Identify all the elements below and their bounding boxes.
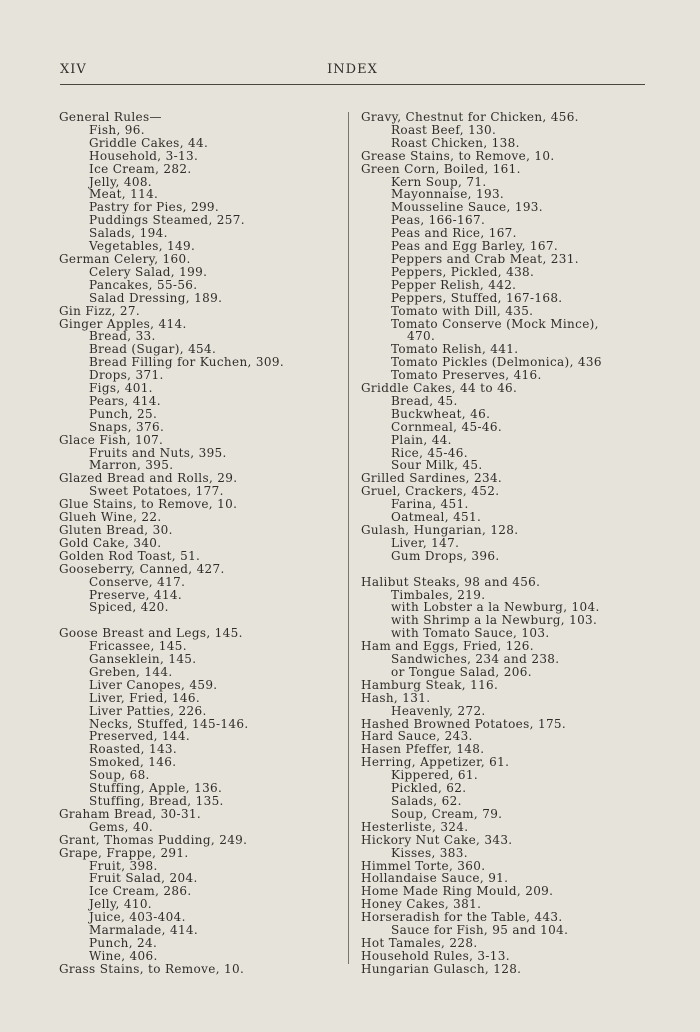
index-subentry: with Lobster a la Newburg, 104.	[391, 600, 600, 615]
index-entry: Gluten Bread, 30.	[59, 523, 173, 537]
index-subentry: Puddings Steamed, 257.	[89, 213, 245, 228]
index-subentry: Salad Dressing, 189.	[89, 290, 223, 305]
index-subentry: Tomato Relish, 441.	[391, 342, 519, 357]
page-number: XIV	[60, 62, 87, 77]
index-subentry: Wine, 406.	[89, 948, 158, 963]
index-entry: Horseradish for the Table, 443.	[361, 910, 563, 925]
index-subentry: Liver Canopes, 459.	[89, 677, 218, 692]
index-entry: Hamburg Steak, 116.	[361, 677, 499, 692]
index-subentry: Tomato with Dill, 435.	[391, 303, 534, 318]
index-entry: Gulash, Hungarian, 128.	[361, 523, 519, 537]
index-subentry: Figs, 401.	[89, 381, 153, 396]
index-entry: Household Rules, 3-13.	[361, 948, 510, 963]
index-subentry: Kisses, 383.	[391, 845, 468, 860]
index-subentry: Ganseklein, 145.	[89, 652, 197, 667]
index-subentry: Tomato Preserves, 416.	[391, 368, 542, 383]
index-entry: Ham and Eggs, Fried, 126.	[361, 639, 534, 654]
index-subentry: Pancakes, 55-56.	[89, 277, 198, 292]
index-subentry: Kern Soup, 71.	[391, 174, 487, 189]
index-column-right	[361, 111, 646, 976]
index-subentry: Heavenly, 272.	[391, 703, 486, 718]
index-subentry: Preserved, 144.	[89, 729, 191, 744]
index-subentry: Pastry for Pies, 299.	[89, 200, 220, 215]
index-entry: Green Corn, Boiled, 161.	[361, 161, 521, 176]
index-subentry: Household, 3-13.	[89, 148, 199, 163]
index-subentry: Preserve, 414.	[89, 587, 183, 602]
index-column-left	[59, 111, 351, 976]
index-subentry: Salads, 62.	[391, 794, 462, 809]
index-entry: Gruel, Crackers, 452.	[361, 484, 500, 499]
index-subentry: Peppers, Stuffed, 167-168.	[391, 290, 563, 305]
index-entry: Goose Breast and Legs, 145.	[59, 626, 243, 641]
index-subentry: Liver, Fried, 146.	[89, 690, 201, 705]
index-subentry: Bread (Sugar), 454.	[89, 342, 217, 357]
index-subentry: Necks, Stuffed, 145-146.	[89, 716, 249, 731]
index-subentry: Roast Beef, 130.	[391, 122, 497, 137]
index-entry: Hickory Nut Cake, 343.	[361, 832, 513, 847]
index-subentry: with Shrimp a la Newburg, 103.	[391, 613, 598, 628]
index-subentry: Sandwiches, 234 and 238.	[391, 652, 560, 667]
index-entry: Ginger Apples, 414.	[59, 316, 187, 331]
index-entry: Halibut Steaks, 98 and 456.	[361, 574, 541, 589]
index-entry: Home Made Ring Mould, 209.	[361, 884, 554, 899]
index-entry: Himmel Torte, 360.	[361, 858, 486, 873]
index-subentry: 470.	[407, 329, 436, 344]
index-entry: Gooseberry, Canned, 427.	[59, 561, 225, 576]
index-entry: Grease Stains, to Remove, 10.	[361, 148, 555, 163]
index-entry: Hash, 131.	[361, 690, 431, 705]
index-subentry: Soup, Cream, 79.	[391, 806, 503, 821]
index-subentry: Marron, 395.	[89, 458, 174, 473]
index-subentry: Jelly, 410.	[89, 897, 152, 912]
index-entry: Gravy, Chestnut for Chicken, 456.	[361, 110, 579, 124]
index-subentry: Liver Patties, 226.	[89, 703, 207, 718]
index-subentry: Mayonnaise, 193.	[391, 187, 505, 202]
index-entry: Gold Cake, 340.	[59, 535, 162, 550]
index-subentry: Timbales, 219.	[391, 587, 486, 602]
index-subentry: Sour Milk, 45.	[391, 458, 483, 473]
index-entry: Grass Stains, to Remove, 10.	[59, 961, 245, 976]
index-subentry: Gum Drops, 396.	[391, 548, 500, 563]
index-subentry: Vegetables, 149.	[89, 239, 196, 254]
index-subentry: Buckwheat, 46.	[391, 406, 491, 421]
index-subentry: Gems, 40.	[89, 819, 154, 834]
index-subentry: Punch, 25.	[89, 406, 158, 421]
index-subentry: Griddle Cakes, 44.	[89, 135, 209, 150]
index-subentry: Snaps, 376.	[89, 419, 165, 434]
index-entry: Hot Tamales, 228.	[361, 935, 478, 950]
index-subentry: Juice, 403-404.	[89, 910, 186, 925]
index-entry: Golden Rod Toast, 51.	[59, 548, 201, 563]
index-subentry: Fruits and Nuts, 395.	[89, 445, 227, 460]
index-entry: General Rules—	[59, 110, 162, 124]
index-subentry: Peas, 166-167.	[391, 213, 486, 228]
index-entry: Glueh Wine, 22.	[59, 510, 162, 525]
index-entry: Hollandaise Sauce, 91.	[361, 871, 509, 886]
index-subentry: Marmalade, 414.	[89, 923, 199, 938]
index-entry: Gin Fizz, 27.	[59, 303, 141, 318]
index-entry: Hasen Pfeffer, 148.	[361, 742, 485, 757]
index-entry: Graham Bread, 30-31.	[59, 806, 202, 821]
index-subentry: Jelly, 408.	[89, 174, 152, 189]
index-entry: Grilled Sardines, 234.	[361, 471, 503, 486]
index-subentry: Tomato Pickles (Delmonica), 436	[391, 355, 602, 370]
page-title: INDEX	[327, 62, 378, 77]
index-subentry: Drops, 371.	[89, 368, 164, 383]
index-entry: Hungarian Gulasch, 128.	[361, 961, 522, 976]
index-subentry: Mousseline Sauce, 193.	[391, 200, 543, 215]
index-subentry: or Tongue Salad, 206.	[391, 664, 532, 679]
column-divider	[348, 112, 349, 964]
index-subentry: Smoked, 146.	[89, 755, 177, 770]
index-subentry: Fruit, 398.	[89, 858, 158, 873]
index-subentry: Liver, 147.	[391, 535, 460, 550]
index-subentry: Pepper Relish, 442.	[391, 277, 517, 292]
index-entry: Grant, Thomas Pudding, 249.	[59, 832, 248, 847]
index-subentry: Ice Cream, 282.	[89, 161, 192, 176]
index-subentry: Peas and Egg Barley, 167.	[391, 239, 559, 254]
index-subentry: Bread, 33.	[89, 329, 156, 344]
index-subentry: Peppers, Pickled, 438.	[391, 264, 535, 279]
index-subentry: Peppers and Crab Meat, 231.	[391, 251, 579, 266]
index-subentry: Rice, 45-46.	[391, 445, 468, 460]
index-subentry: Plain, 44.	[391, 432, 452, 447]
index-subentry: Ice Cream, 286.	[89, 884, 192, 899]
index-subentry: Bread Filling for Kuchen, 309.	[89, 355, 284, 370]
header-rule	[60, 84, 645, 85]
index-subentry: Cornmeal, 45-46.	[391, 419, 502, 434]
index-subentry: Peas and Rice, 167.	[391, 226, 517, 241]
index-subentry: with Tomato Sauce, 103.	[391, 626, 550, 641]
index-subentry: Salads, 194.	[89, 226, 168, 241]
index-subentry: Bread, 45.	[391, 393, 458, 408]
index-subentry: Sauce for Fish, 95 and 104.	[391, 923, 569, 938]
index-subentry: Tomato Conserve (Mock Mince),	[391, 316, 599, 331]
index-entry: Herring, Appetizer, 61.	[361, 755, 510, 770]
index-subentry: Meat, 114.	[89, 187, 159, 202]
index-subentry: Farina, 451.	[391, 497, 469, 512]
index-subentry: Greben, 144.	[89, 664, 173, 679]
index-subentry: Soup, 68.	[89, 768, 150, 783]
index-subentry: Fricassee, 145.	[89, 639, 187, 654]
index-subentry: Stuffing, Apple, 136.	[89, 781, 223, 796]
index-subentry: Fruit Salad, 204.	[89, 871, 198, 886]
index-subentry: Conserve, 417.	[89, 574, 186, 589]
index-subentry: Kippered, 61.	[391, 768, 479, 783]
index-subentry: Roast Chicken, 138.	[391, 135, 520, 150]
section-gap	[361, 563, 646, 576]
index-entry: Honey Cakes, 381.	[361, 897, 482, 912]
index-entry: Griddle Cakes, 44 to 46.	[361, 381, 518, 396]
index-subentry: Fish, 96.	[89, 122, 145, 137]
index-subentry: Roasted, 143.	[89, 742, 178, 757]
index-entry: Hesterliste, 324.	[361, 819, 469, 834]
index-entry: Grape, Frappe, 291.	[59, 845, 189, 860]
page-header	[60, 62, 645, 82]
index-subentry: Oatmeal, 451.	[391, 510, 482, 525]
index-entry: Glace Fish, 107.	[59, 432, 164, 447]
index-subentry: Pickled, 62.	[391, 781, 467, 796]
index-entry: Glue Stains, to Remove, 10.	[59, 497, 238, 512]
index-subentry: Pears, 414.	[89, 393, 161, 408]
index-subentry: Stuffing, Bread, 135.	[89, 794, 224, 809]
index-subentry: Celery Salad, 199.	[89, 264, 208, 279]
index-subentry: Sweet Potatoes, 177.	[89, 484, 224, 499]
index-entry: Hashed Browned Potatoes, 175.	[361, 716, 567, 731]
index-entry: German Celery, 160.	[59, 251, 191, 266]
index-subentry: Spiced, 420.	[89, 600, 169, 615]
index-entry: Hard Sauce, 243.	[361, 729, 473, 744]
index-subentry: Punch, 24.	[89, 935, 158, 950]
index-entry: Glazed Bread and Rolls, 29.	[59, 471, 238, 486]
